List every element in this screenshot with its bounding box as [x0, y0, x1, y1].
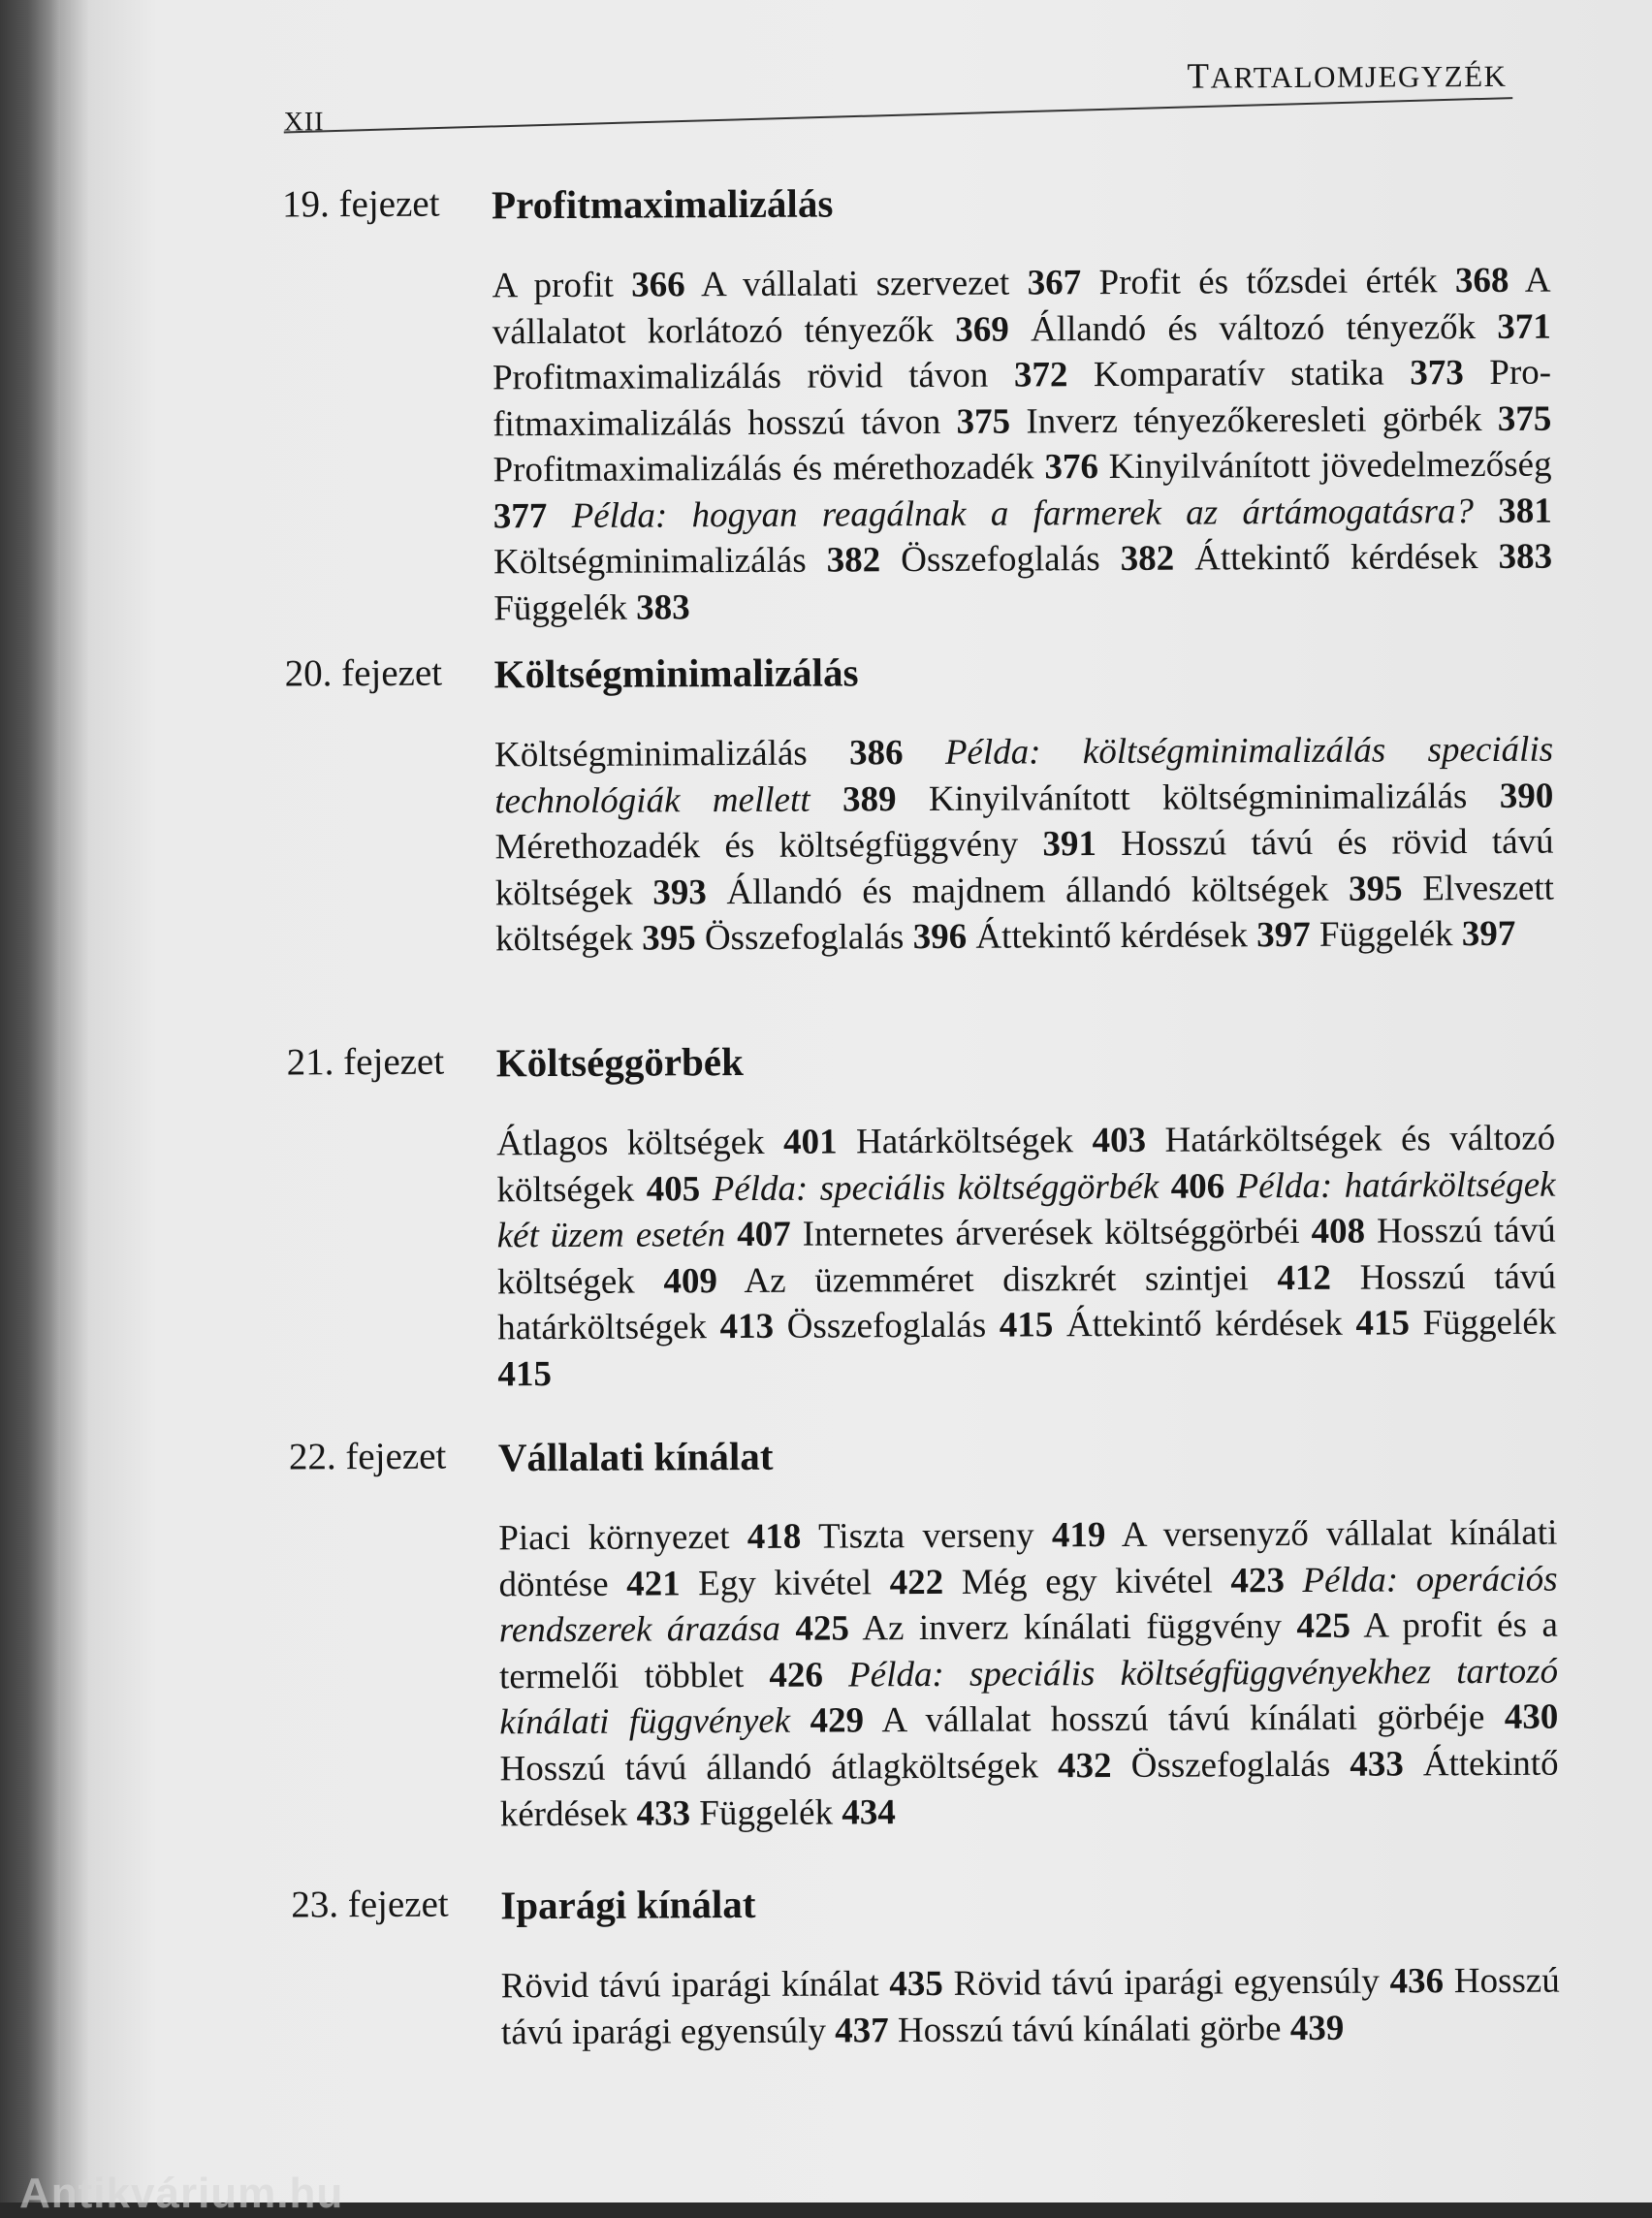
chapter-label: 22. fejezet — [288, 1435, 447, 1478]
toc-page-number: 371 — [1497, 306, 1551, 347]
toc-page-number: 382 — [1120, 538, 1175, 579]
toc-page-number: 419 — [1051, 1515, 1106, 1556]
chapter-title: Iparági kínálat — [500, 1881, 756, 1928]
toc-page-number: 433 — [636, 1793, 691, 1834]
chapter-title: Költségminimalizálás — [493, 650, 859, 697]
toc-page-number: 397 — [1256, 914, 1311, 956]
toc-entry-title: Mérethozadék és költségfüggvény — [494, 824, 1019, 868]
toc-page-number: 386 — [848, 733, 904, 774]
toc-page-number: 383 — [636, 586, 690, 628]
toc-page-number: 407 — [737, 1214, 791, 1255]
toc-page-number: 372 — [1013, 355, 1068, 396]
toc-entry-title: Függelék — [1422, 1302, 1557, 1344]
toc-entry-title: Áttekintő kérdések — [499, 1743, 1559, 1835]
toc-page-number: 369 — [955, 309, 1009, 350]
toc-entry-title: Állandó és majdnem állandó költségek — [726, 869, 1329, 912]
page-number: XII — [283, 107, 325, 138]
toc-page-number: 409 — [663, 1260, 717, 1301]
toc-entry-title: Függelék — [699, 1792, 834, 1834]
toc-page-number: 389 — [842, 778, 897, 819]
toc-page-number: 421 — [626, 1563, 681, 1604]
toc-entry-title: Áttekintő kérdések — [975, 915, 1248, 957]
toc-page-number: 393 — [652, 871, 707, 912]
toc-entry-title: Példa: költségminimalizálás speciális technológiák mellett — [494, 729, 1554, 821]
toc-entry-title: Áttekintő kérdések — [1065, 1303, 1343, 1346]
toc-entry-title: Példa: hogyan reagálnak a farmerek az ártámogatásra? — [571, 491, 1475, 536]
toc-page-number: 395 — [642, 918, 696, 959]
toc-page-number: 406 — [1170, 1165, 1225, 1207]
toc-page-number: 423 — [1230, 1560, 1286, 1600]
toc-entry-title: Hosszú távú kínálati görbe — [897, 2008, 1282, 2050]
toc-entry-title: Kinyilvánított jövedelmezőség — [1108, 444, 1552, 488]
chapter-label: 20. fejezet — [284, 651, 443, 695]
chapter-entries — [498, 1510, 1559, 1838]
toc-entry-title: Határköltségek — [855, 1121, 1074, 1162]
toc-page-number: 426 — [769, 1655, 824, 1695]
toc-page-number: 436 — [1389, 1961, 1445, 2002]
chapter-22 — [288, 1429, 1559, 1835]
toc-page-number: 413 — [719, 1306, 775, 1347]
chapter-23 — [291, 1877, 1561, 2052]
header-rule — [284, 97, 1513, 133]
toc-page-number: 405 — [646, 1168, 701, 1210]
toc-page-number: 408 — [1311, 1211, 1366, 1252]
chapter-label: 21. fejezet — [286, 1040, 445, 1084]
toc-page-number: 397 — [1461, 913, 1516, 955]
toc-entry-title: Összefoglalás — [704, 917, 905, 959]
toc-entry-title: Kinyilvánított költségminimalizálás — [928, 776, 1468, 819]
toc-entry-title: Függelék — [1318, 914, 1453, 955]
running-head-rest: ARTALOMJEGYZÉK — [1210, 58, 1508, 95]
toc-entry-title: Internetes árverések költséggörbéi — [802, 1211, 1300, 1254]
toc-page-number: 391 — [1042, 824, 1097, 865]
chapter-20 — [284, 646, 1555, 960]
toc-page-number: 373 — [1410, 353, 1464, 394]
toc-page-number: 377 — [492, 495, 548, 536]
toc-entry-title: Komparatív statika — [1093, 353, 1384, 396]
toc-page-number: 432 — [1057, 1745, 1112, 1786]
toc-page-number: 437 — [835, 2010, 889, 2051]
toc-entry-title: Hosszú távú határköltségek — [497, 1256, 1557, 1348]
toc-entry-title: Költségminimalizálás — [493, 733, 808, 776]
toc-entry-title: Költségminimalizálás — [492, 540, 807, 583]
toc-entry-title: Összefoglalás — [786, 1305, 987, 1347]
toc-entry-title: A vállalati szervezet — [700, 263, 1010, 305]
chapter-entries — [496, 1116, 1556, 1398]
toc-entry-title: Példa: speciális költséggörbék — [712, 1166, 1160, 1209]
toc-entry-title: Még egy kivétel — [961, 1560, 1213, 1602]
toc-page-number: 425 — [1296, 1605, 1351, 1647]
toc-page-number: 429 — [810, 1700, 865, 1741]
toc-page-number: 401 — [782, 1122, 838, 1162]
chapter-title: Profitmaximalizálás — [491, 180, 834, 228]
chapter-label: 19. fejezet — [281, 182, 440, 226]
toc-entry-title: Profitmaximalizálás és mérethozadék — [492, 447, 1034, 491]
toc-page-number: 430 — [1504, 1696, 1559, 1737]
toc-entry-title: Állandó és változó tényezők — [1030, 306, 1477, 349]
chapter-title: Költséggörbék — [495, 1039, 744, 1086]
toc-page-number: 375 — [1497, 398, 1552, 439]
toc-entry-title: Példa: speciális költségfüggvényekhez tartozó kínálati függvények — [499, 1651, 1559, 1743]
toc-page-number: 415 — [999, 1305, 1054, 1346]
chapter-label: 23. fejezet — [291, 1883, 449, 1926]
toc-page-number: 390 — [1499, 776, 1554, 816]
toc-entry-title: A vállalat hosszú távú kínálati görbéje — [881, 1697, 1485, 1741]
toc-page-number: 367 — [1027, 263, 1082, 303]
toc-entry-title: Egy kivétel — [698, 1562, 873, 1603]
running-head — [1187, 54, 1507, 98]
running-head-initial: T — [1187, 56, 1211, 97]
toc-entry-title: Hosszú távú állandó átlagköltségek — [499, 1745, 1039, 1789]
toc-entry-title: Rövid távú iparági egyensúly — [953, 1961, 1380, 2004]
toc-entry-title: Összefoglalás — [1130, 1744, 1331, 1786]
toc-entry-title: Átlagos költségek — [496, 1122, 765, 1164]
chapter-title: Vállalati kínálat — [497, 1433, 774, 1480]
toc-entry-title: Határköltségek és változó költségek — [496, 1118, 1556, 1210]
toc-entry-title: Profitmaximalizálás hosszú távon — [492, 352, 1552, 444]
toc-entry-title: Függelék — [493, 587, 628, 628]
toc-page-number: 395 — [1348, 868, 1403, 909]
toc-entry-title: Piaci környezet — [498, 1517, 730, 1559]
toc-page-number: 415 — [497, 1353, 553, 1394]
chapter-19 — [281, 176, 1553, 628]
toc-entry-title: Rövid távú iparági kínálat — [500, 1964, 879, 2007]
chapter-entries — [492, 258, 1552, 632]
chapter-entries — [501, 1958, 1560, 2056]
toc-page-number: 415 — [1355, 1303, 1411, 1344]
toc-entry-title: A profit és a termelői többlet — [498, 1604, 1558, 1696]
toc-page-number: 403 — [1092, 1120, 1147, 1161]
toc-page-number: 375 — [956, 401, 1011, 442]
toc-entry-title: Hosszú távú költségek — [496, 1210, 1556, 1302]
toc-page-number: 439 — [1289, 2008, 1345, 2048]
chapter-entries — [494, 727, 1554, 963]
toc-entry-title: A versenyző vállalat kínálati döntése — [498, 1512, 1558, 1604]
toc-page-number: 418 — [747, 1516, 802, 1557]
toc-entry-title: Az üzemméret diszkrét szintjei — [744, 1257, 1249, 1301]
toc-entry-title: Profit és tőzsdei érték — [1098, 261, 1438, 303]
toc-entry-title: Hosszú távú és rövid távú költségek — [494, 821, 1554, 913]
toc-entry-title: Tiszta verseny — [817, 1515, 1034, 1557]
toc-entry-title: A vállalatot korlátozó tényezők — [492, 260, 1551, 352]
toc-entry-title: Profitmaximalizálás rövid távon — [492, 355, 989, 398]
toc-page-number: 422 — [889, 1562, 944, 1602]
toc-page-number: 376 — [1044, 447, 1098, 488]
toc-entry-title: Áttekintő kérdések — [1194, 537, 1478, 579]
toc-entry-title: A profit — [492, 265, 614, 306]
toc-entry-title: Példa: határköltségek két üzem esetén — [496, 1164, 1556, 1256]
toc-entry-title: Elveszett költségek — [494, 868, 1554, 960]
toc-page-number: 425 — [795, 1608, 850, 1649]
toc-entry-title: Inverz tényezőkeresleti görbék — [1026, 398, 1482, 441]
toc-page-number: 366 — [631, 265, 685, 305]
toc-page-number: 433 — [1350, 1743, 1404, 1785]
toc-page-number: 381 — [1498, 491, 1552, 531]
toc-entry-title: Hosszú távú iparági egyensúly — [500, 1960, 1560, 2052]
toc-entry-title: Összefoglalás — [901, 539, 1100, 581]
toc-page-number: 434 — [842, 1792, 896, 1833]
toc-page-number: 435 — [889, 1963, 943, 2005]
chapter-21 — [286, 1034, 1557, 1394]
toc-entry-title: Az inverz kínálati függvény — [862, 1606, 1283, 1649]
toc-entry-title: Példa: operációs rendszerek árazása — [498, 1559, 1558, 1651]
toc-page-number: 383 — [1498, 536, 1553, 577]
toc-page-number: 382 — [826, 540, 881, 581]
toc-page-number: 368 — [1454, 260, 1509, 301]
toc-page-number: 396 — [912, 916, 968, 958]
watermark: Antikvárium.hu — [19, 2170, 344, 2217]
toc-page-number: 412 — [1277, 1257, 1332, 1298]
